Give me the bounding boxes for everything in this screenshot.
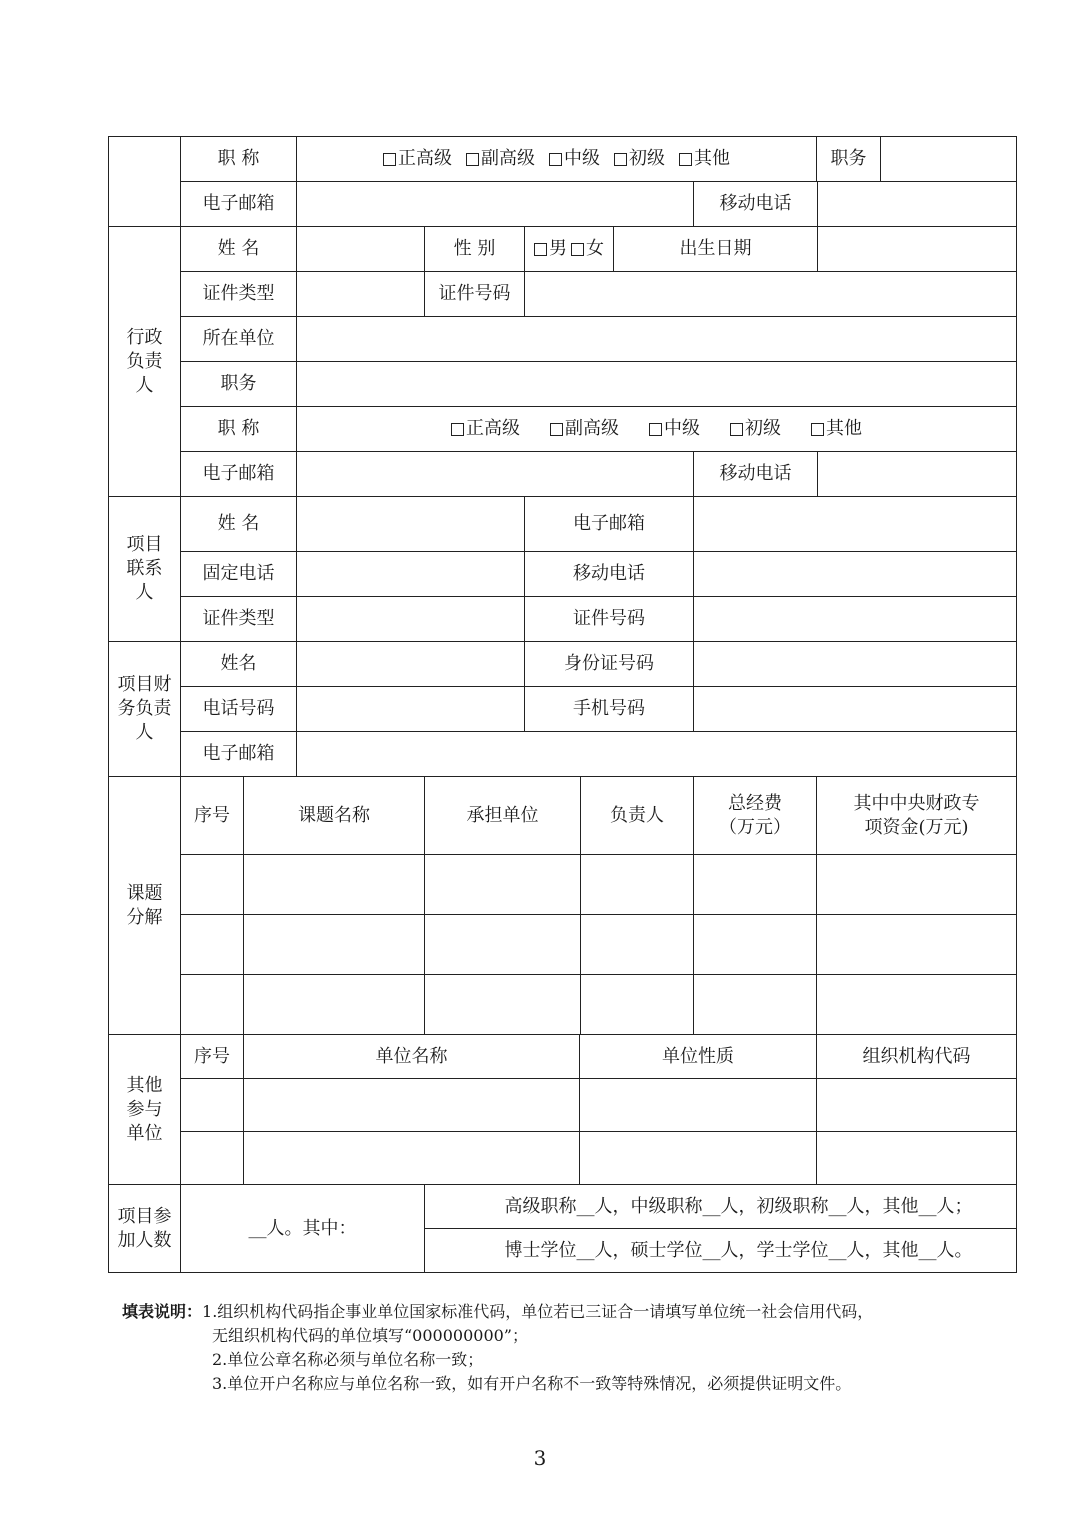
contact-name-input[interactable] <box>297 497 525 552</box>
top-title-label: 职 称 <box>181 137 297 182</box>
checkbox-male[interactable] <box>534 237 567 261</box>
others-cell[interactable] <box>181 1079 244 1132</box>
finance-email-input[interactable] <box>297 732 1017 777</box>
others-cell[interactable] <box>244 1079 580 1132</box>
contact-name-label: 姓 名 <box>181 497 297 552</box>
subtopics-cell[interactable] <box>181 855 244 915</box>
form-instructions <box>122 1300 952 1396</box>
checkbox-icon <box>679 153 692 166</box>
finance-email-label: 电子邮箱 <box>181 732 297 777</box>
section-text: 项目参加人数 <box>117 1205 172 1251</box>
admin-mobile-label: 移动电话 <box>694 452 818 497</box>
top-email-label: 电子邮箱 <box>181 182 297 227</box>
top-section-empty <box>109 137 181 227</box>
participants-section-label <box>109 1185 181 1273</box>
instruction-item-2: 2.单位公章名称必须与单位名称一致； <box>212 1350 484 1369</box>
subtopics-cell[interactable] <box>694 915 817 975</box>
checkbox-intermediate[interactable] <box>649 417 700 441</box>
admin-title-options <box>297 407 1017 452</box>
finance-id-card-input[interactable] <box>694 642 1017 687</box>
admin-id-type-label: 证件类型 <box>181 272 297 317</box>
checkbox-junior[interactable] <box>614 147 665 171</box>
admin-name-label: 姓 名 <box>181 227 297 272</box>
option-label: 正高级 <box>398 148 453 169</box>
checkbox-icon <box>649 423 662 436</box>
admin-mobile-input[interactable] <box>818 452 1017 497</box>
admin-birth-input[interactable] <box>818 227 1017 272</box>
subtopics-cell[interactable] <box>244 975 425 1035</box>
others-cell[interactable] <box>244 1132 580 1185</box>
admin-email-label: 电子邮箱 <box>181 452 297 497</box>
checkbox-icon <box>466 153 479 166</box>
option-label: 其他 <box>694 148 731 169</box>
option-label: 初级 <box>629 148 666 169</box>
checkbox-icon <box>549 153 562 166</box>
admin-id-no-input[interactable] <box>525 272 1017 317</box>
contact-mobile-input[interactable] <box>694 552 1017 597</box>
contact-id-no-label: 证件号码 <box>525 597 694 642</box>
subtopics-cell[interactable] <box>694 975 817 1035</box>
finance-section-label <box>109 642 181 777</box>
others-col-code: 组织机构代码 <box>817 1035 1017 1079</box>
instruction-item-1 <box>122 1300 952 1324</box>
top-mobile-label: 移动电话 <box>694 182 818 227</box>
top-position-label: 职务 <box>817 137 881 182</box>
contact-phone-label: 固定电话 <box>181 552 297 597</box>
option-label: 其他 <box>826 418 863 439</box>
subtopics-cell[interactable] <box>244 915 425 975</box>
others-col-no: 序号 <box>181 1035 244 1079</box>
checkbox-other[interactable] <box>679 147 730 171</box>
top-mobile-input[interactable] <box>818 182 1017 227</box>
admin-position-input[interactable] <box>297 362 1017 407</box>
contact-phone-input[interactable] <box>297 552 525 597</box>
finance-phone-input[interactable] <box>297 687 525 732</box>
instructions-heading: 填表说明： <box>122 1302 203 1321</box>
top-email-input[interactable] <box>297 182 694 227</box>
checkbox-associate-senior[interactable] <box>466 147 535 171</box>
checkbox-icon <box>571 243 584 256</box>
instruction-item-1-cont: 无组织机构代码的单位填写“000000000”； <box>212 1326 528 1345</box>
contact-mobile-label: 移动电话 <box>525 552 694 597</box>
checkbox-icon <box>614 153 627 166</box>
checkbox-icon <box>451 423 464 436</box>
others-cell[interactable] <box>817 1079 1017 1132</box>
checkbox-icon <box>534 243 547 256</box>
subtopics-cell[interactable] <box>581 975 694 1035</box>
contact-id-type-input[interactable] <box>297 597 525 642</box>
section-text: 项目联系人 <box>126 534 163 603</box>
top-title-options <box>297 137 817 182</box>
admin-position-label: 职务 <box>181 362 297 407</box>
checkbox-senior[interactable] <box>383 147 452 171</box>
subtopics-cell[interactable] <box>425 915 581 975</box>
subtopics-col-unit: 承担单位 <box>425 777 581 855</box>
checkbox-senior[interactable] <box>451 417 520 441</box>
others-cell[interactable] <box>580 1079 817 1132</box>
section-text: 项目财务负责人 <box>117 674 172 743</box>
finance-name-label: 姓名 <box>181 642 297 687</box>
finance-id-card-label: 身份证号码 <box>525 642 694 687</box>
header-text: 总经费（万元） <box>719 792 792 838</box>
subtopics-cell[interactable] <box>581 855 694 915</box>
subtopics-col-name: 课题名称 <box>244 777 425 855</box>
checkbox-junior[interactable] <box>730 417 781 441</box>
others-cell[interactable] <box>580 1132 817 1185</box>
subtopics-cell[interactable] <box>181 915 244 975</box>
contact-section-label <box>109 497 181 642</box>
subtopics-cell[interactable] <box>817 915 1017 975</box>
option-label: 正高级 <box>466 418 521 439</box>
others-cell[interactable] <box>181 1132 244 1185</box>
others-cell[interactable] <box>817 1132 1017 1185</box>
subtopics-cell[interactable] <box>425 975 581 1035</box>
admin-email-input[interactable] <box>297 452 694 497</box>
option-label: 男 <box>549 238 568 259</box>
subtopics-col-central <box>817 777 1017 855</box>
finance-cell-input[interactable] <box>694 687 1017 732</box>
subtopics-cell[interactable] <box>425 855 581 915</box>
option-label: 初级 <box>745 418 782 439</box>
admin-section-label <box>109 227 181 497</box>
option-label: 中级 <box>564 148 601 169</box>
instruction-item-3: 3.单位开户名称应与单位名称一致，如有开户名称不一致等特殊情况，必须提供证明文件。 <box>212 1374 852 1393</box>
contact-email-label: 电子邮箱 <box>525 497 694 552</box>
option-label: 副高级 <box>565 418 620 439</box>
admin-birth-label: 出生日期 <box>614 227 818 272</box>
checkbox-associate-senior[interactable] <box>550 417 619 441</box>
admin-unit-label: 所在单位 <box>181 317 297 362</box>
section-text: 课题分解 <box>126 882 163 928</box>
admin-gender-options <box>525 227 614 272</box>
subtopics-section-label <box>109 777 181 1035</box>
contact-email-input[interactable] <box>694 497 1017 552</box>
admin-id-no-label: 证件号码 <box>425 272 525 317</box>
checkbox-icon <box>730 423 743 436</box>
others-col-name: 单位名称 <box>244 1035 580 1079</box>
finance-cell-label: 手机号码 <box>525 687 694 732</box>
subtopics-cell[interactable] <box>244 855 425 915</box>
participants-degree-stats: 博士学位__人，硕士学位__人，学士学位__人，其他__人。 <box>425 1229 1017 1273</box>
subtopics-cell[interactable] <box>181 975 244 1035</box>
subtopics-col-total <box>694 777 817 855</box>
subtopics-cell[interactable] <box>694 855 817 915</box>
contact-id-no-input[interactable] <box>694 597 1017 642</box>
finance-name-input[interactable] <box>297 642 525 687</box>
contact-id-type-label: 证件类型 <box>181 597 297 642</box>
others-col-type: 单位性质 <box>580 1035 817 1079</box>
participants-title-stats: 高级职称__人，中级职称__人，初级职称__人，其他__人； <box>425 1185 1017 1229</box>
admin-gender-label: 性 别 <box>425 227 525 272</box>
checkbox-other[interactable] <box>811 417 862 441</box>
others-section-label <box>109 1035 181 1185</box>
option-label: 女 <box>586 238 605 259</box>
subtopics-col-leader: 负责人 <box>581 777 694 855</box>
option-label: 副高级 <box>481 148 536 169</box>
checkbox-icon <box>383 153 396 166</box>
admin-name-input[interactable] <box>297 227 425 272</box>
instruction-text: 1.组织机构代码指企事业单位国家标准代码，单位若已三证合一请填写单位统一社会信用代码， <box>202 1302 874 1321</box>
participants-total: __人。其中： <box>181 1185 425 1273</box>
page-number: 3 <box>533 1446 547 1470</box>
checkbox-icon <box>811 423 824 436</box>
checkbox-female[interactable] <box>571 237 604 261</box>
admin-id-type-input[interactable] <box>297 272 425 317</box>
section-text: 行政负责人 <box>126 326 163 396</box>
application-form-table <box>108 136 1017 1273</box>
option-label: 中级 <box>664 418 701 439</box>
checkbox-icon <box>550 423 563 436</box>
subtopics-cell[interactable] <box>817 975 1017 1035</box>
header-text: 其中中央财政专项资金(万元) <box>853 792 980 838</box>
finance-phone-label: 电话号码 <box>181 687 297 732</box>
subtopics-col-no: 序号 <box>181 777 244 855</box>
admin-title-label: 职 称 <box>181 407 297 452</box>
subtopics-cell[interactable] <box>581 915 694 975</box>
subtopics-cell[interactable] <box>817 855 1017 915</box>
checkbox-intermediate[interactable] <box>549 147 600 171</box>
admin-unit-input[interactable] <box>297 317 1017 362</box>
top-position-input[interactable] <box>881 137 1017 182</box>
section-text: 其他参与单位 <box>126 1074 163 1144</box>
